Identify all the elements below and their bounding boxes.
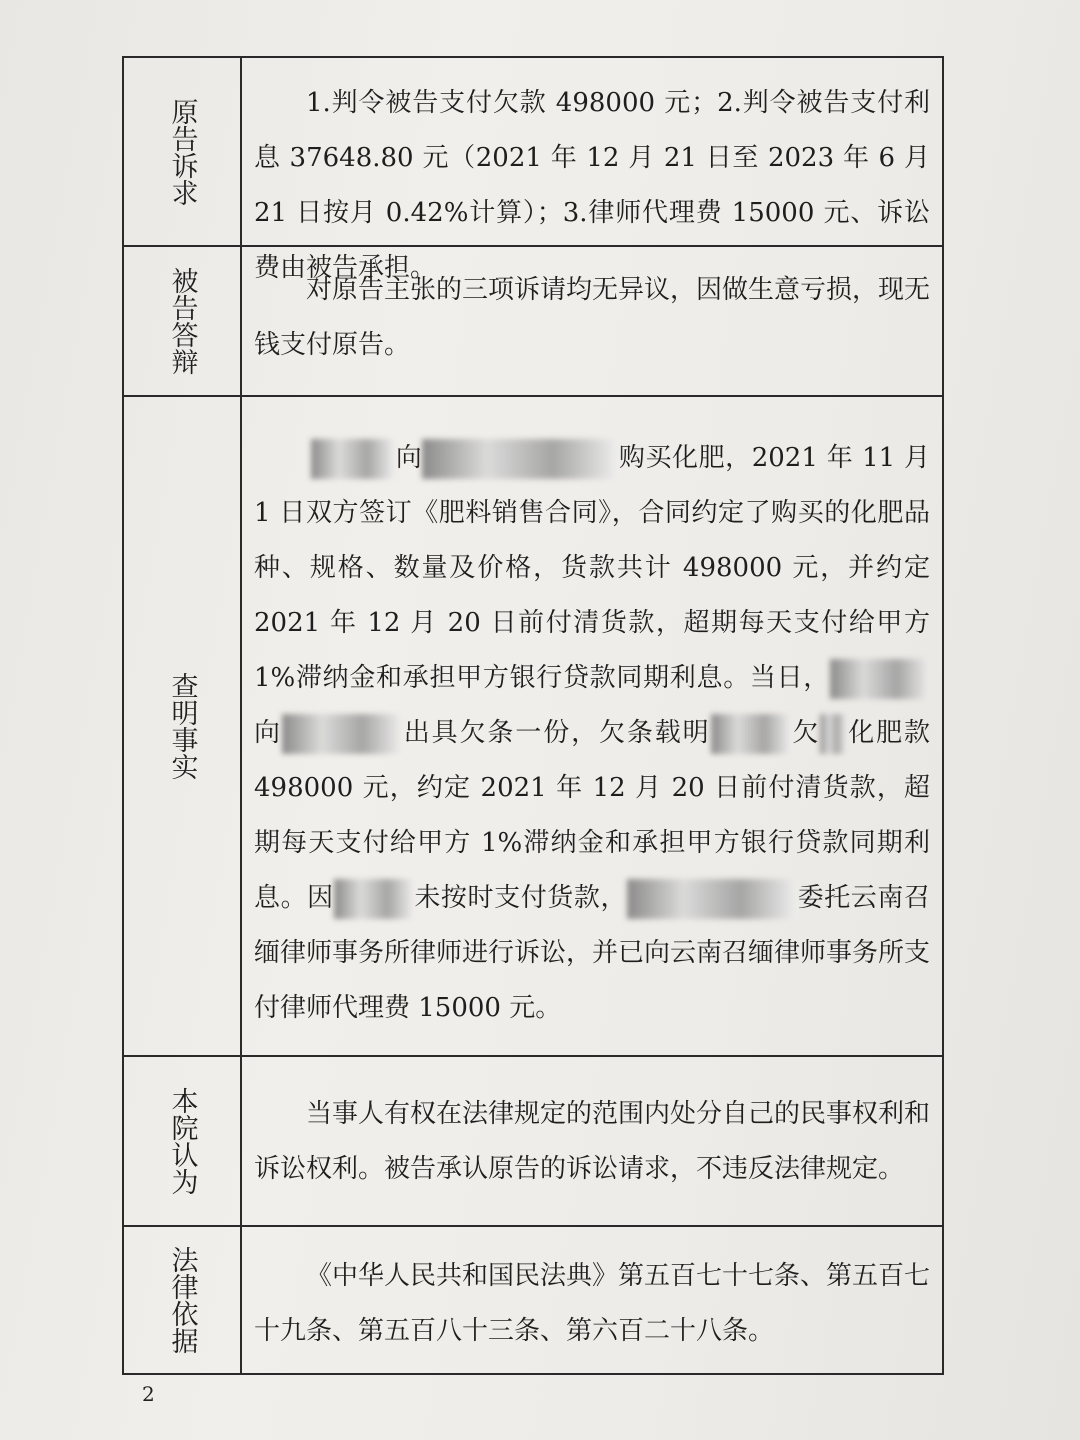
row-label: 本院认为 — [166, 1087, 198, 1195]
facts-segment: 欠 — [790, 718, 821, 748]
defendant-defense-text: 对原告主张的三项诉请均无异议，因做生意亏损，现无钱支付原告。 — [254, 275, 931, 360]
court-opinion-text: 当事人有权在法律规定的范围内处分自己的民事权利和诉讼权利。被告承认原告的诉讼请求，不违反法律规定。 — [254, 1099, 931, 1184]
facts-segment: 委托云南召缅律师事务所律师进行诉讼，并已向云南召缅律师事务所支付律师代理费 15000 元。 — [254, 883, 931, 1023]
redacted-name — [334, 879, 414, 919]
redacted-name — [820, 714, 846, 754]
facts-segment: 未按时支付货款， — [413, 883, 628, 913]
row-label: 被告答辩 — [166, 267, 198, 375]
judgment-table — [122, 56, 944, 1375]
facts-segment: 购买化肥，2021 年 11 月 1 日双方签订《肥料销售合同》，合同约定了购买的化肥品种、规格、数量及价格，货款共计 498000 元，并约定 2021 年 12 月 20 日前付清货款，超期每天支付给甲方 1%滞纳金和承担甲方银行贷款同期利息。当日， — [254, 443, 930, 693]
label-cell — [124, 1057, 242, 1225]
row-plaintiff-claims — [124, 58, 942, 283]
label-cell — [124, 58, 242, 245]
label-cell — [124, 1227, 242, 1373]
legal-basis-text: 《中华人民共和国民法典》第五百七十七条、第五百七十九条、第五百八十三条、第六百二十八条。 — [254, 1261, 931, 1346]
page-number: 2 — [142, 1382, 155, 1406]
label-cell — [124, 247, 242, 395]
redacted-name — [711, 714, 791, 754]
label-cell — [124, 397, 242, 1055]
row-label: 查明事实 — [166, 672, 198, 780]
plaintiff-claims-text: 1.判令被告支付欠款 498000 元；2.判令被告支付利息 37648.80 元（2021 年 12 月 21 日至 2023 年 6 月 21 日按月 0.42%计算）；3.律师代理费 15000 元、诉讼费由被告承担。 — [254, 88, 930, 283]
row-court-opinion — [124, 1057, 942, 1227]
redacted-name — [311, 439, 395, 479]
row-label: 原告诉求 — [166, 97, 198, 206]
facts-segment: 向 — [395, 443, 423, 473]
row-facts-found — [124, 397, 942, 1057]
redacted-name — [627, 879, 797, 919]
facts-found-text — [242, 397, 942, 1055]
row-legal-basis — [124, 1227, 942, 1373]
redacted-name — [282, 714, 402, 754]
redacted-name — [422, 439, 618, 479]
row-label: 法律依据 — [166, 1246, 198, 1354]
row-defendant-defense — [124, 247, 942, 397]
facts-segment: 出具欠条一份，欠条载明 — [401, 718, 711, 748]
facts-segment: 向 — [254, 718, 282, 748]
redacted-name — [830, 659, 930, 699]
facts-segment: 化肥款 498000 元，约定 2021 年 12 月 20 日前付清货款，超期每天支付给甲方 1%滞纳金和承担甲方银行贷款同期利息。因 — [254, 718, 930, 913]
